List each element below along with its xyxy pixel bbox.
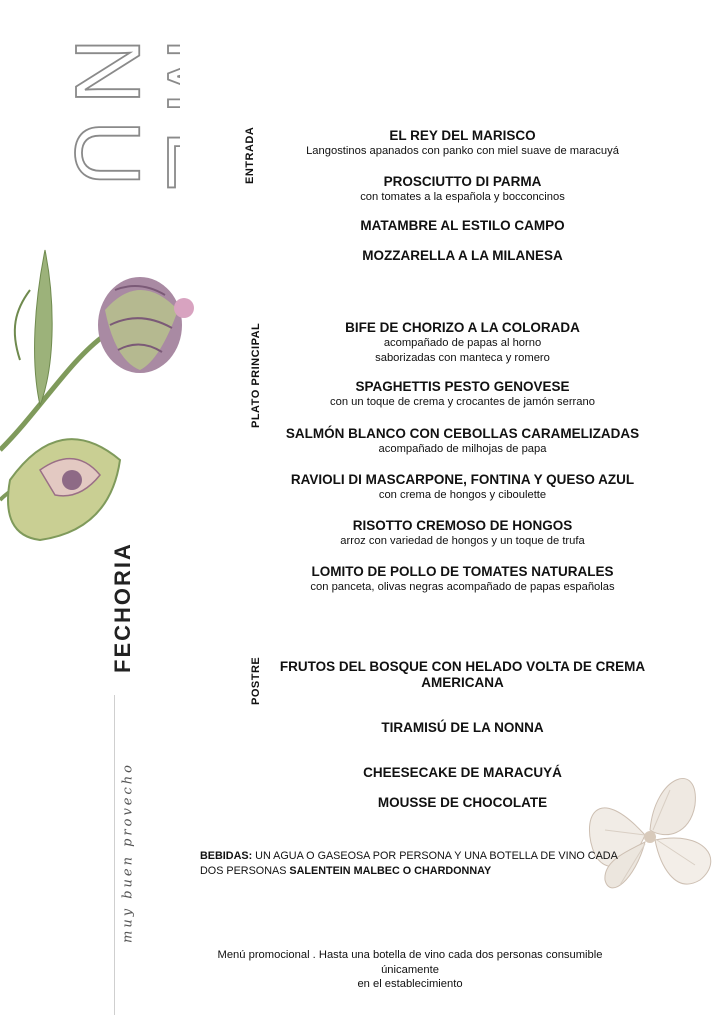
promo-note: [190, 948, 630, 992]
menu-item: [255, 379, 670, 410]
item-name: RISOTTO CREMOSO DE HONGOS: [352, 518, 573, 533]
menu-item: [255, 765, 670, 781]
menu-item: [255, 426, 670, 457]
promo-line: en el establecimiento: [357, 978, 463, 990]
menu-item: [255, 659, 670, 691]
section-label-postre: POSTRE: [250, 656, 262, 705]
menu-item: [255, 174, 670, 205]
menu-item: [255, 248, 670, 264]
item-name: MOUSSE DE CHOCOLATE: [377, 795, 548, 810]
menu-item: [255, 472, 670, 503]
drinks-note: [200, 849, 640, 879]
item-name: SALMÓN BLANCO CON CEBOLLAS CARAMELIZADAS: [285, 426, 640, 441]
item-name: BIFE DE CHORIZO A LA COLORADA: [345, 320, 580, 335]
item-name-continued: AMERICANA: [421, 675, 504, 690]
drinks-wine: SALENTEIN MALBEC O CHARDONNAY: [289, 865, 492, 877]
title-letter-u: U: [56, 120, 158, 187]
section-label-plato-principal: PLATO PRINCIPAL: [250, 322, 262, 428]
item-description: con un toque de crema y crocantes de jamón serrano: [330, 396, 595, 408]
title-letter-n: N: [56, 38, 158, 105]
brand-divider: [114, 695, 115, 1015]
item-description: arroz con variedad de hongos y un toque de trufa: [340, 535, 585, 547]
item-name: FRUTOS DEL BOSQUE CON HELADO VOLTA DE CREMA: [279, 659, 646, 674]
menu-item: [255, 218, 670, 234]
menu-item: [255, 720, 670, 736]
flower-illustration: [575, 760, 725, 910]
brand-name: FECHORIA: [110, 542, 135, 673]
menu-item: [255, 320, 670, 365]
item-name: EL REY DEL MARISCO: [389, 128, 536, 143]
item-name: SPAGHETTIS PESTO GENOVESE: [355, 379, 570, 394]
brand-sidebar: [108, 542, 144, 1015]
item-description: saborizadas con manteca y romero: [375, 351, 550, 364]
item-description: con crema de hongos y ciboulette: [378, 489, 547, 501]
menu-item: [255, 518, 670, 549]
menu-item: [255, 128, 670, 159]
item-name: PROSCIUTTO DI PARMA: [383, 174, 542, 189]
item-name: CHEESECAKE DE MARACUYÁ: [363, 765, 562, 780]
section-label-entrada: ENTRADA: [244, 126, 256, 184]
menu-item: [255, 564, 670, 595]
item-description: con panceta, olivas negras acompañado de papas españolas: [310, 581, 615, 593]
item-description: Langostinos apanados con panko con miel suave de maracuyá: [306, 145, 619, 157]
item-description: con tomates a la española y bocconcinos: [360, 191, 565, 203]
brand-tagline: muy buen provecho: [120, 762, 136, 943]
item-name: MOZZARELLA A LA MILANESA: [362, 248, 563, 263]
item-description: acompañado de milhojas de papa: [378, 443, 547, 455]
promo-line: Menú promocional . Hasta una botella de vino cada dos personas consumible únicamente: [217, 949, 603, 976]
menu-item: [255, 795, 670, 811]
menu-title: [0, 38, 180, 238]
drinks-label: BEBIDAS:: [200, 850, 253, 862]
artichoke-illustration: [0, 240, 200, 560]
item-name: RAVIOLI DI MASCARPONE, FONTINA Y QUESO AZUL: [290, 472, 635, 487]
item-name: LOMITO DE POLLO DE TOMATES NATURALES: [311, 564, 614, 579]
item-description: acompañado de papas al horno: [383, 337, 542, 349]
item-name: MATAMBRE AL ESTILO CAMPO: [360, 218, 565, 233]
drinks-text: UN AGUA O GASEOSA POR PERSONA Y UNA BOTELLA DE VINO CADA DOS PERSONAS: [200, 850, 618, 877]
item-name: TIRAMISÚ DE LA NONNA: [381, 720, 544, 735]
